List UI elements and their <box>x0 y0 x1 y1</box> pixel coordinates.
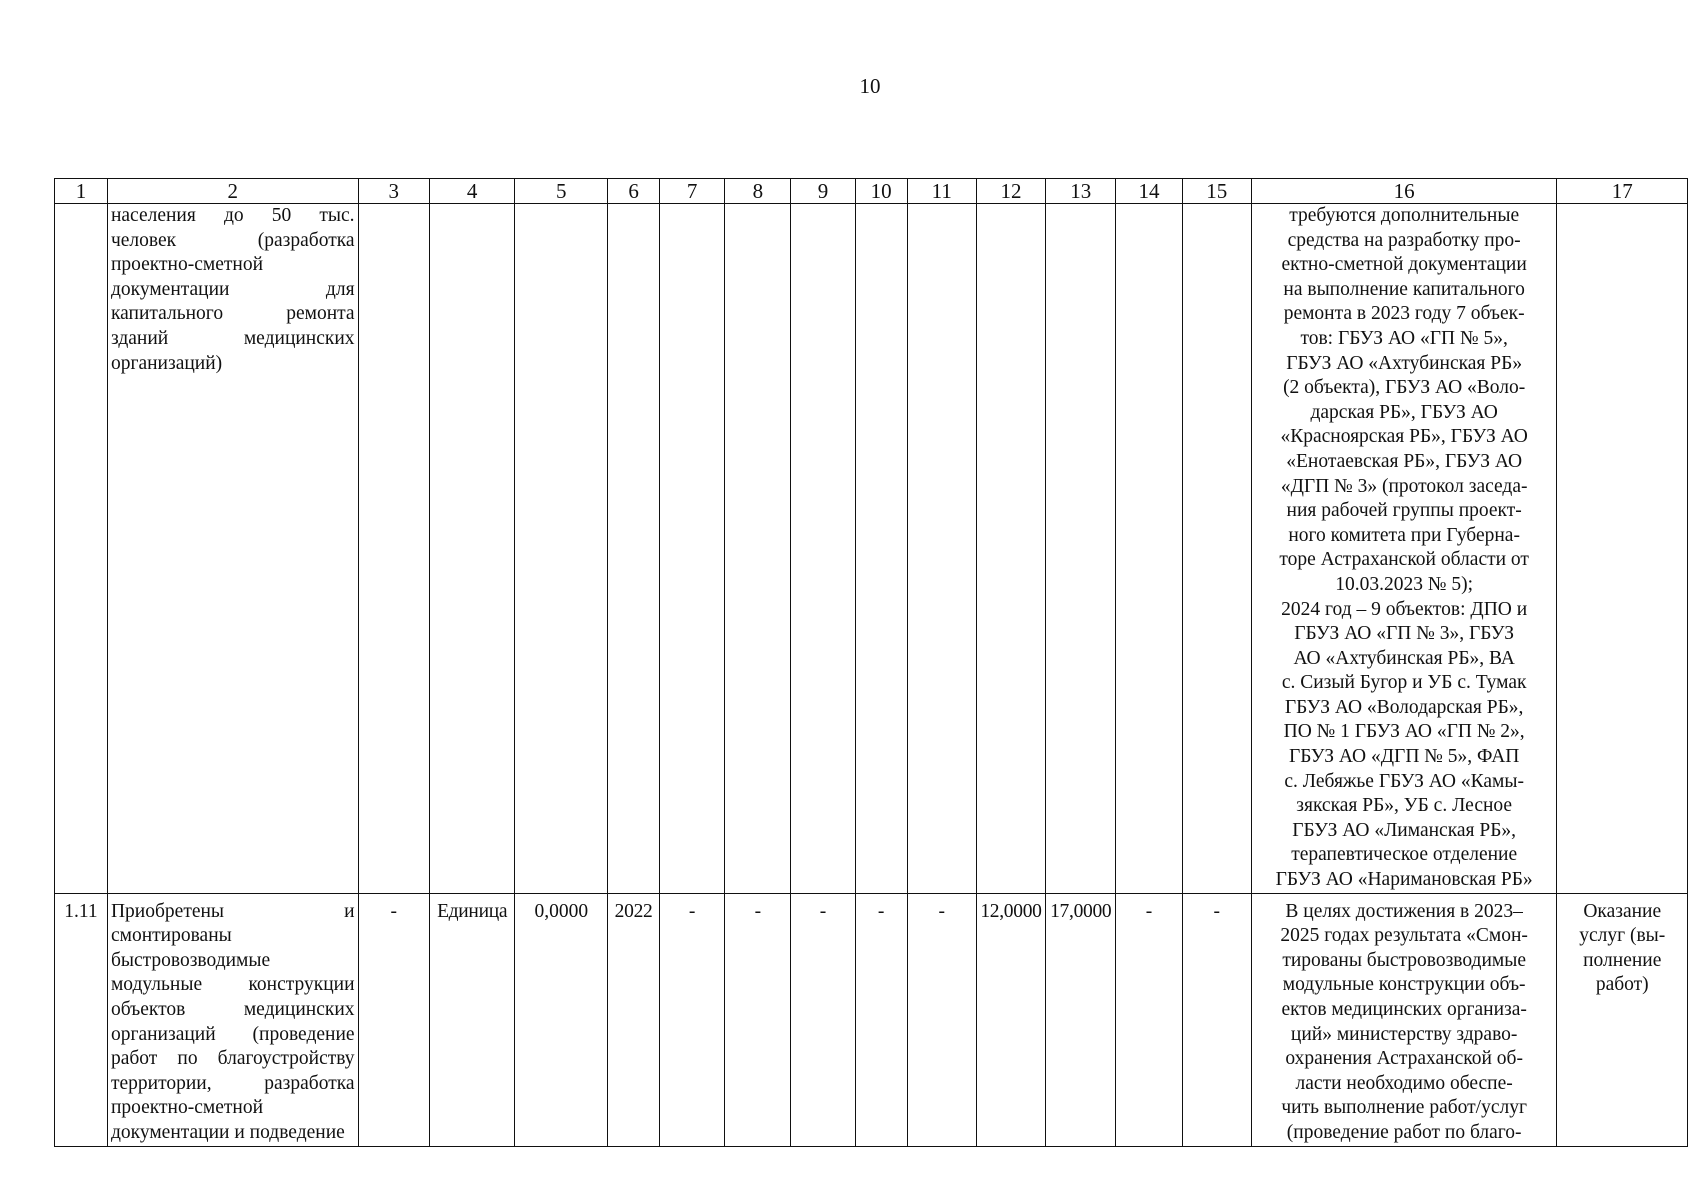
empty-cell <box>976 204 1045 894</box>
header-cell: 12 <box>976 179 1045 204</box>
text-line: на выполнение капитального <box>1283 278 1525 300</box>
header-cell: 9 <box>791 179 855 204</box>
text-line: ремонта в 2023 году 7 объек- <box>1283 303 1525 325</box>
category-cell <box>1557 893 1688 1146</box>
empty-cell <box>791 204 855 894</box>
header-cell: 4 <box>429 179 515 204</box>
value-cell: - <box>660 893 725 1146</box>
text-line: АО «Ахтубинская РБ», ВА <box>1293 647 1515 669</box>
value-cell: 0,0000 <box>515 893 608 1146</box>
text-line: Оказание <box>1583 900 1662 922</box>
description-cell: Приобретены и смонтированы быстровозводимые модульные конструкции объектов медицинских организаций (проведение работ по благоустройству территории, разработка проектно-сметной документации и подведение <box>107 893 358 1146</box>
empty-cell <box>429 204 515 894</box>
text-line: чить выполнение работ/услуг <box>1281 1097 1527 1119</box>
text-line: ГБУЗ АО «ГП № 3», ГБУЗ <box>1294 623 1515 645</box>
text-line: ГБУЗ АО «Лиманская РБ», <box>1292 819 1517 841</box>
header-cell: 3 <box>358 179 429 204</box>
text-line: ектно-сметной документации <box>1281 254 1527 276</box>
value-cell: - <box>855 893 907 1146</box>
text-line: ГБУЗ АО «Володарская РБ», <box>1284 696 1524 718</box>
text-line: зякская РБ», УБ с. Лесное <box>1296 795 1513 817</box>
text-line: ектов медицинских организа- <box>1281 999 1527 1020</box>
text-line: ГБУЗ АО «ДГП № 5», ФАП <box>1288 746 1520 768</box>
text-line: «Красноярская РБ», ГБУЗ АО <box>1280 426 1528 448</box>
value-cell: 17,0000 <box>1046 893 1116 1146</box>
text-line: работ) <box>1595 974 1649 996</box>
text-line: 2024 год – 9 объектов: ДПО и <box>1281 598 1528 620</box>
unit-cell: Единица <box>429 893 515 1146</box>
text-line: тированы быстровозводимые <box>1282 949 1526 971</box>
value-cell: 12,0000 <box>976 893 1045 1146</box>
header-cell: 16 <box>1251 179 1557 204</box>
text-line: 10.03.2023 № 5); <box>1335 573 1474 595</box>
header-cell: 1 <box>55 179 108 204</box>
text-line: ласти необходимо обеспе- <box>1295 1072 1513 1094</box>
header-cell: 13 <box>1046 179 1116 204</box>
text-line: терапевтическое отделение <box>1291 844 1518 866</box>
row-number-cell <box>55 204 108 894</box>
text-line: средства на разработку про- <box>1287 229 1521 251</box>
empty-cell <box>660 204 725 894</box>
empty-cell <box>1182 204 1251 894</box>
empty-cell <box>1046 204 1116 894</box>
text-line: модульные конструкции объ- <box>1282 974 1526 996</box>
text-line: торе Астраханской области от <box>1279 549 1529 571</box>
header-cell: 14 <box>1116 179 1182 204</box>
empty-cell <box>608 204 660 894</box>
text-line: с. Лебяжье ГБУЗ АО «Камы- <box>1284 770 1524 792</box>
empty-cell <box>358 204 429 894</box>
header-cell: 10 <box>855 179 907 204</box>
header-row <box>55 179 1688 204</box>
text-line: полнение <box>1583 949 1662 971</box>
text-line: требуются дополнительные <box>1289 205 1520 226</box>
header-cell: 6 <box>608 179 660 204</box>
header-cell: 5 <box>515 179 608 204</box>
text-line: В целях достижения в 2023– <box>1285 900 1523 922</box>
row-number-cell: 1.11 <box>55 893 108 1146</box>
text-line: (2 объекта), ГБУЗ АО «Воло- <box>1283 377 1526 399</box>
empty-cell <box>725 204 791 894</box>
empty-cell <box>907 204 976 894</box>
header-cell: 17 <box>1557 179 1688 204</box>
year-cell: 2022 <box>608 893 660 1146</box>
table-row-continued <box>55 204 1688 894</box>
text-line: услуг (вы- <box>1579 925 1666 947</box>
table-row-1-11 <box>55 893 1688 1146</box>
text-line: (проведение работ по благо- <box>1286 1121 1522 1143</box>
value-cell: - <box>1116 893 1182 1146</box>
comment-cell <box>1251 893 1557 1146</box>
text-line: «Енотаевская РБ», ГБУЗ АО <box>1286 450 1523 472</box>
text-line: с. Сизый Бугор и УБ с. Тумак <box>1281 672 1527 694</box>
header-cell: 7 <box>660 179 725 204</box>
text-line: ций» министерству здраво- <box>1290 1023 1518 1045</box>
data-table <box>54 178 1688 1147</box>
value-cell: - <box>907 893 976 1146</box>
header-cell: 2 <box>107 179 358 204</box>
value-cell: - <box>791 893 855 1146</box>
page-number: 10 <box>859 74 881 98</box>
text-line: 2025 годах результата «Смон- <box>1280 925 1528 947</box>
value-cell: - <box>1182 893 1251 1146</box>
header-cell: 11 <box>907 179 976 204</box>
empty-cell <box>855 204 907 894</box>
text-line: охранения Астраханской об- <box>1285 1048 1523 1070</box>
empty-cell <box>515 204 608 894</box>
empty-cell <box>1116 204 1182 894</box>
text-line: тов: ГБУЗ АО «ГП № 5», <box>1300 327 1508 349</box>
value-cell: - <box>358 893 429 1146</box>
text-line: дарская РБ», ГБУЗ АО <box>1310 401 1498 423</box>
comment-cell <box>1251 204 1557 894</box>
header-cell: 8 <box>725 179 791 204</box>
description-cell: населения до 50 тыс. человек (разработка проектно-сметной документации для капитального ремонта зданий медицинских организаций) <box>107 204 358 894</box>
header-cell: 15 <box>1182 179 1251 204</box>
text-line: ГБУЗ АО «Наримановская РБ» <box>1275 869 1533 891</box>
text-line: ПО № 1 ГБУЗ АО «ГП № 2», <box>1283 721 1525 743</box>
text-line: «ДГП № 3» (протокол заседа- <box>1280 475 1528 497</box>
value-cell: - <box>725 893 791 1146</box>
text-line: ного комитета при Губерна- <box>1288 524 1520 546</box>
text-line: ГБУЗ АО «Ахтубинская РБ» <box>1286 352 1523 374</box>
empty-cell <box>1557 204 1688 894</box>
text-line: ния рабочей группы проект- <box>1286 500 1522 522</box>
